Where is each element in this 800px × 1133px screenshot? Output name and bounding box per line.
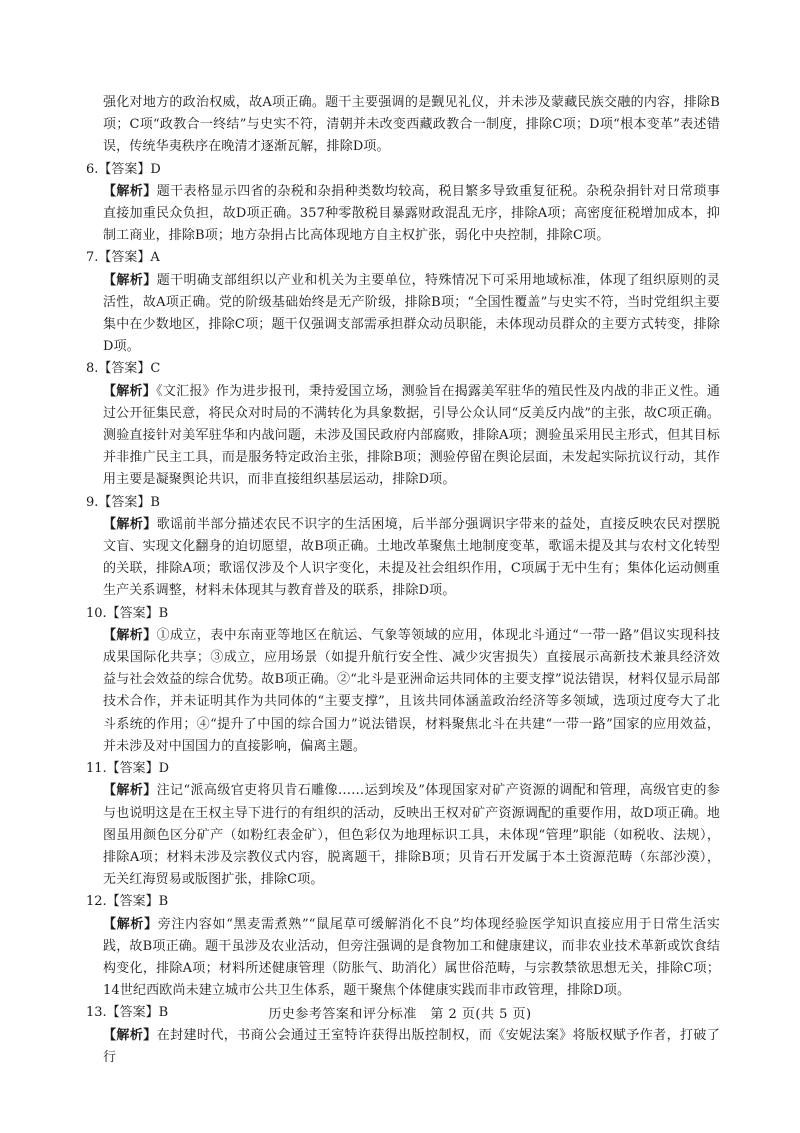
analysis-paragraph [103,381,720,492]
page-footer: 历史参考答案和评分标准 第 2 页(共 5 页) [268,1007,532,1022]
analysis-text: 注记“派高级官吏将贝肯石雕像……运到埃及”体现国家对矿产资源的调配和管理，高级官吏的参与也说明这是在王权主导下进行的有组织的活动，反映出王权对矿产资源调配的重要作用，故D项正确。地图虽用颜色区分矿产（如粉红表金矿），但色彩仅为地理标识工具，未体现“管理”职能（如税收、法规），排除A项；材料未涉及宗教仪式内容，脱离题干，排除B项；贝肯石开发属于本土资源范畴（东部沙漠），无关红海贸易或版图扩张，排除C项。 [103,783,720,888]
analysis-tag: 【解析】 [103,516,157,532]
analysis-text: 歌谣前半部分描述农民不识字的生活困境，后半部分强调识字带来的益处，直接反映农民对摆脱文盲、实现文化翻身的迫切愿望，故B项正确。土地改革聚焦土地制度变革，歌谣未提及其与农村文化转型的关联，排除A项；歌谣仅涉及个人识字变化，未提及社会组织作用，C项属于无中生有；集体化运动侧重生产关系调整，材料未体现其与教育普及的联系，排除D项。 [103,516,720,599]
answer-line: 8.【答案】C [86,361,161,377]
questions-list [86,159,720,1069]
analysis-text: 在封建时代，书商公会通过王室特许获得出版控制权，而《安妮法案》将版权赋予作者，打破了行 [103,1027,720,1065]
answer-line: 10.【答案】B [86,605,169,621]
analysis-text: ①成立，表中东南亚等地区在航运、气象等领域的应用，体现北斗通过“一带一路”倡议实现科技成果国际化共享；③成立，应用场景（如提升航行安全性、减少灾害损失）直接展示高新技术兼具经济效益与社会效益的综合优势。故B项正确。②“北斗是亚洲命运共同体的主要支撑”说法错误，材料仅显示局部技术合作，并未证明其作为共同体的“主要支撑”，且该共同体涵盖政治经济等多领域，选项过度夸大了北斗系统的作用；④“提升了中国的综合国力”说法错误，材料聚焦北斗在共建“一带一路”国家的应用效益，并未涉及对中国国力的直接影响，偏离主题。 [103,627,720,754]
analysis-paragraph [103,1025,720,1069]
analysis-tag: 【解析】 [103,183,157,199]
answer-line: 7.【答案】A [86,250,160,266]
analysis-tag: 【解析】 [103,916,158,932]
analysis-tag: 【解析】 [103,383,157,399]
answer-line: 12.【答案】B [86,894,169,910]
analysis-tag: 【解析】 [103,627,157,643]
analysis-paragraph [103,181,720,248]
analysis-paragraph [103,514,720,603]
analysis-text: 《文汇报》作为进步报刊，秉持爱国立场，测验旨在揭露美军驻华的殖民性及内战的非正义性。通过公开征集民意，将民众对时局的不满转化为具象数据，引导公众认同“反美反内战”的主张，故C项正确。测验直接针对美军驻华和内战问题，未涉及国民政府内部腐败，排除A项；测验虽采用民主形式，但其目标并非推广民主工具，而是服务特定政治主张，排除B项；测验停留在舆论层面，未发起实际抗议行动，其作用主要是凝聚舆论共识，而非直接组织基层运动，排除D项。 [103,383,720,488]
answer-line: 11.【答案】D [86,761,170,777]
analysis-paragraph [103,270,720,359]
analysis-paragraph [103,914,720,1003]
analysis-text: 旁注内容如“黑麦需煮熟”“鼠尾草可缓解消化不良”均体现经验医学知识直接应用于日常生活实践，故B项正确。题干虽涉及农业活动，但旁注强调的是食物加工和健康建议，而非农业技术革新或饮食结构变化，排除A项；材料所述健康管理（防胀气、助消化）属世俗范畴，与宗教禁欲思想无关，排除C项；14世纪西欧尚未建立城市公共卫生体系，题干聚焦个体健康实践而非市政管理，排除D项。 [103,916,720,999]
analysis-tag: 【解析】 [103,1027,157,1043]
analysis-tag: 【解析】 [103,783,157,799]
answer-line: 13.【答案】B [86,1005,169,1021]
answer-line: 9.【答案】B [86,494,160,510]
analysis-text: 题干明确支部组织以产业和机关为主要单位，特殊情况下可采用地域标准，体现了组织原则的灵活性，故A项正确。党的阶级基础始终是无产阶级，排除B项；“全国性覆盖”与史实不符，当时党组织主要集中在少数地区，排除C项；题干仅强调支部需承担群众动员职能，未体现动员群众的主要方式转变，排除D项。 [103,272,720,355]
analysis-paragraph [103,625,720,758]
analysis-paragraph [103,780,720,891]
analysis-tag: 【解析】 [103,272,157,288]
analysis-text: 题干表格显示四省的杂税和杂捐种类数均较高，税目繁多导致重复征税。杂税杂捐针对日常琐事直接加重民众负担，故D项正确。357种零散税目暴露财政混乱无序，排除A项；高密度征税增加成本，抑制工商业，排除B项；地方杂捐占比高体现地方自主权扩张，弱化中央控制，排除C项。 [103,183,720,244]
answer-line: 6.【答案】D [86,161,161,177]
intro-paragraph: 强化对地方的政治权威，故A项正确。题干主要强调的是觐见礼仪，并未涉及蒙藏民族交融的内容，排除B项；C项“政教合一终结”与史实不符，清朝并未改变西藏政教合一制度，排除C项；D项“根本变革”表述错误，传统华夷秩序在晚清才逐渐瓦解，排除D项。 [103,95,720,155]
